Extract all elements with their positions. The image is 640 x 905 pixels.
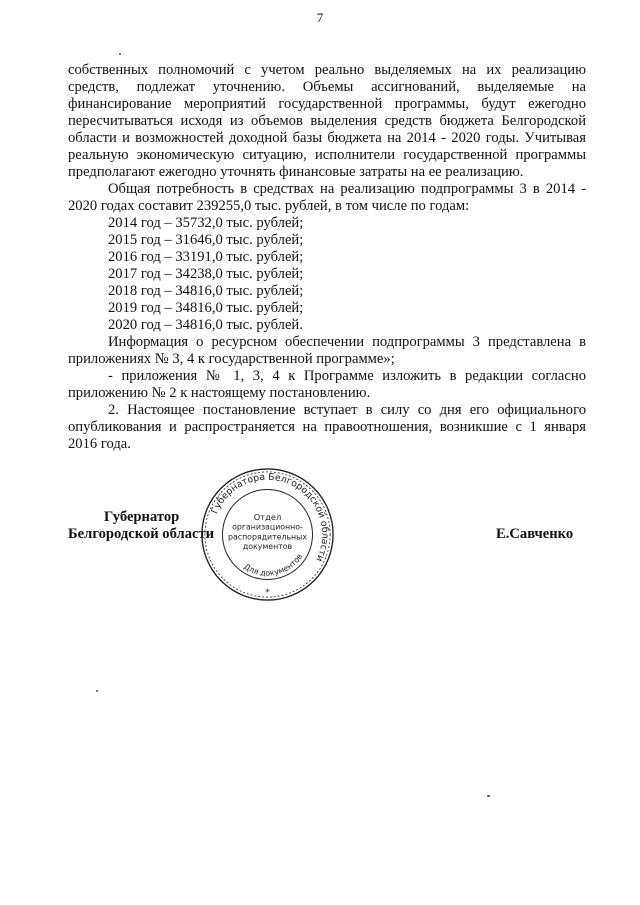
budget-year-item: 2019 год – 34816,0 тыс. рублей; bbox=[108, 300, 304, 316]
signatory-title bbox=[68, 509, 214, 543]
budget-by-year-list bbox=[68, 215, 586, 334]
stamp-star-icon: * bbox=[265, 588, 270, 599]
paragraph-total-need: Общая потребность в средствах на реализацию подпрограммы 3 в 2014 - 2020 годах составит 239255,0 тыс. рублей, в том числе по годам: bbox=[68, 181, 586, 214]
budget-year-item: 2015 год – 31646,0 тыс. рублей; bbox=[108, 232, 304, 248]
scan-speck bbox=[96, 690, 98, 692]
signatory-title-line1: Губернатор bbox=[104, 509, 180, 525]
page-number: 7 bbox=[316, 10, 324, 25]
scan-speck bbox=[119, 53, 121, 55]
paragraph-effective-date: 2. Настоящее постановление вступает в силу со дня его официального опубликования и распространяется на правоотношения, возникшие с 1 января 2016 года. bbox=[68, 402, 586, 452]
budget-year-item: 2016 год – 33191,0 тыс. рублей; bbox=[108, 249, 304, 265]
budget-year-item: 2018 год – 34816,0 тыс. рублей; bbox=[108, 283, 304, 299]
scan-speck bbox=[487, 795, 490, 797]
budget-year-item: 2017 год – 34238,0 тыс. рублей; bbox=[108, 266, 304, 282]
paragraph-appendices: - приложения № 1, 3, 4 к Программе изложить в редакции согласно приложению № 2 к настоящему постановлению. bbox=[68, 368, 586, 401]
stamp-inner-line1: Отдел bbox=[253, 511, 282, 522]
stamp-inner-line3: распорядительных bbox=[228, 532, 307, 542]
budget-year-item: 2014 год – 35732,0 тыс. рублей; bbox=[108, 215, 304, 231]
budget-year-item: 2020 год – 34816,0 тыс. рублей. bbox=[108, 317, 303, 333]
paragraph-resource-info: Информация о ресурсном обеспечении подпрограммы 3 представлена в приложениях № 3, 4 к государственной программе»; bbox=[68, 334, 586, 367]
signatory-name: Е.Савченко bbox=[496, 526, 574, 542]
stamp-inner-line4: документов bbox=[242, 542, 293, 552]
stamp-outer-text: Губернатора Белгородской области bbox=[209, 471, 331, 564]
stamp-inner-bottom-text: Для документов bbox=[242, 552, 305, 578]
paragraph-funding-clarification: собственных полномочий с учетом реально выделяемых на их реализацию средств, подлежат уточнению. Объемы ассигнований, выделяемые на финансирование мероприятий государственной программы, будут ежегодно пересчитываться исходя из объемов выделения средств бюджета Белгородской области и возможностей доходной базы бюджета на 2014 - 2020 годы. Учитывая реальную экономическую ситуацию, исполнители государственной программы предполагают ежегодно уточнять финансовые затраты на ее реализацию. bbox=[68, 62, 586, 180]
document-body bbox=[68, 62, 586, 453]
official-stamp bbox=[199, 466, 336, 603]
signatory-title-line2: Белгородской области bbox=[68, 526, 215, 542]
stamp-inner-line2: организационно- bbox=[232, 522, 303, 532]
